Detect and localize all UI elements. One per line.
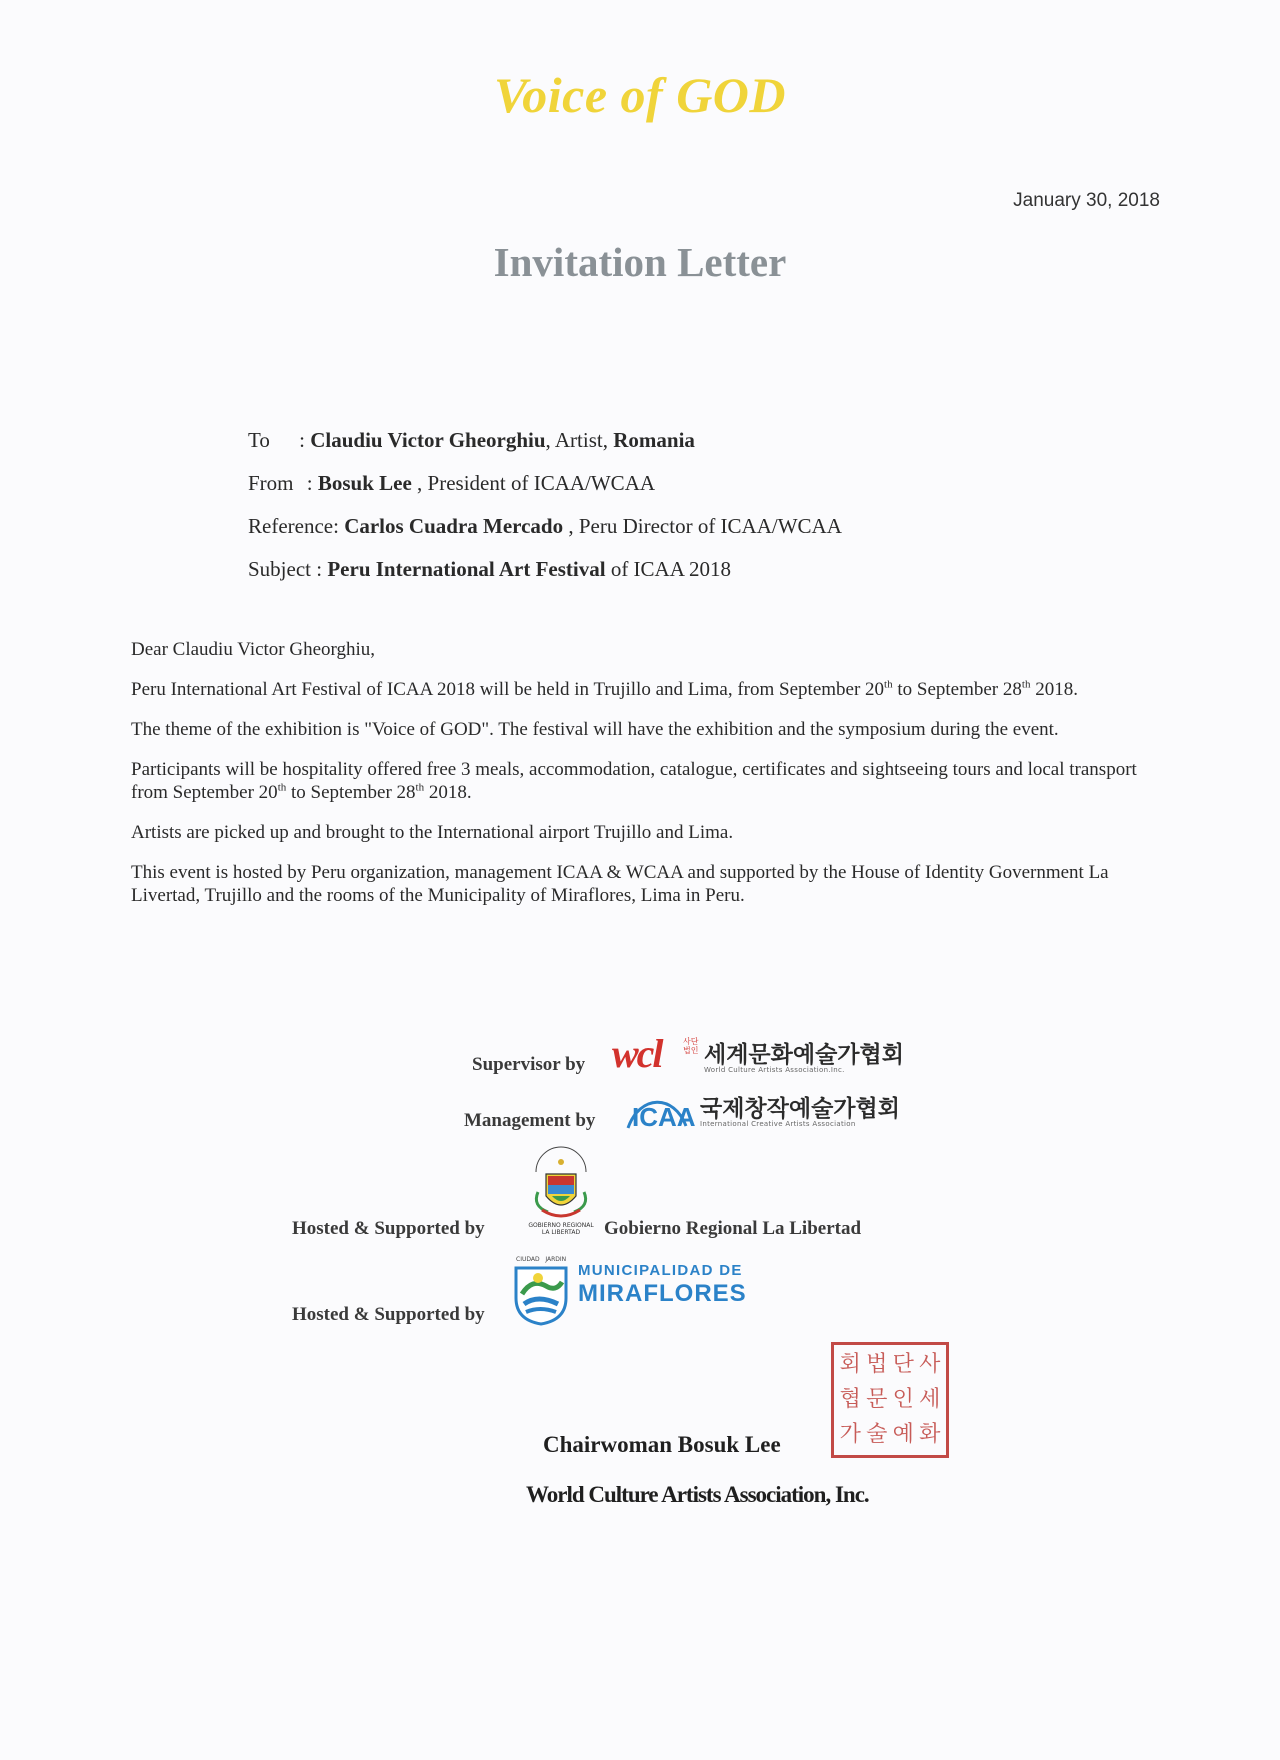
hosted-label-1: Hosted & Supported by [292,1218,485,1239]
subject-label: Subject [248,557,311,581]
from-row: From : Bosuk Lee , President of ICAA/WCAA [248,471,656,495]
miraflores-small-caption: CIUDAD JARDIN [516,1256,567,1263]
miraflores-crest-icon [512,1264,570,1326]
reference-label: Reference: [248,514,345,538]
icaa-logo-icon [626,1092,696,1132]
to-label: To [248,428,270,452]
body-paragraph-2: The theme of the exhibition is "Voice of GOD". The festival will have the exhibition and the symposium during the event. [131,719,1059,740]
icaa-korean-name: 국제창작예술가협회 [700,1096,900,1122]
banner-title: Voice of GOD [493,67,787,123]
miraflores-line2: MIRAFLORES [578,1280,747,1307]
management-label: Management by [464,1110,596,1131]
signatory-name: Chairwoman Bosuk Lee [543,1432,781,1457]
subject-name: Peru International Art Festival [327,557,606,581]
from-label: From [248,471,294,495]
body-paragraph-3: Participants will be hospitality offered free 3 meals, accommodation, catalogue, certificates and sightseeing tours and local transport from September 20th to September 28th 2018. [131,759,1137,803]
recipient-country: Romania [613,428,695,452]
signatory-organization: World Culture Artists Association, Inc. [526,1482,869,1507]
supervisor-label: Supervisor by [472,1054,586,1075]
official-seal-stamp: 회 법 단 사 협 문 인 세 가 술 예 화 [831,1342,949,1458]
gobierno-small-caption: GOBIERNO REGIONAL LA LIBERTAD [528,1222,594,1236]
body-paragraph-4: Artists are picked up and brought to the International airport Trujillo and Lima. [131,822,734,843]
icaa-english-name: International Creative Artists Association [700,1120,856,1128]
wcaa-logo: wcl [612,1031,662,1076]
letter-header-fields [248,426,842,598]
greeting: Dear Claudiu Victor Gheorghiu, [131,639,376,660]
wcaa-tag: 사단 법인 [683,1037,699,1055]
letter-title: Invitation Letter [493,239,787,285]
letter-date: January 30, 2018 [1013,190,1160,211]
wcaa-english-name: World Culture Artists Association.Inc. [704,1066,845,1074]
gobierno-crest-icon [528,1148,594,1224]
letter-body [131,638,1151,924]
sender-name: Bosuk Lee [317,471,412,495]
svg-text:ICAA: ICAA [632,1102,696,1132]
recipient-name: Claudiu Victor Gheorghiu [310,428,546,452]
miraflores-line1: MUNICIPALIDAD DE [578,1262,743,1279]
gobierno-name: Gobierno Regional La Libertad [604,1218,862,1239]
subject-row: Subject : Peru International Art Festival of ICAA 2018 [248,557,731,581]
reference-name: Carlos Cuadra Mercado [344,514,564,538]
reference-row: Reference: Carlos Cuadra Mercado , Peru Director of ICAA/WCAA [248,514,842,538]
body-paragraph-5: This event is hosted by Peru organization, management ICAA & WCAA and supported by the House of Identity Government La Livertad, Trujillo and the rooms of the Municipality of Miraflores, Lima in Peru. [131,862,1109,906]
body-paragraph-1: Peru International Art Festival of ICAA 2018 will be held in Trujillo and Lima, from September 20th to September 28th 2018. [131,678,1078,700]
hosted-label-2: Hosted & Supported by [292,1304,485,1325]
to-row: To : Claudiu Victor Gheorghiu, Artist, Romania [248,428,695,452]
wcaa-korean-name: 세계문화예술가협회 [704,1042,904,1068]
